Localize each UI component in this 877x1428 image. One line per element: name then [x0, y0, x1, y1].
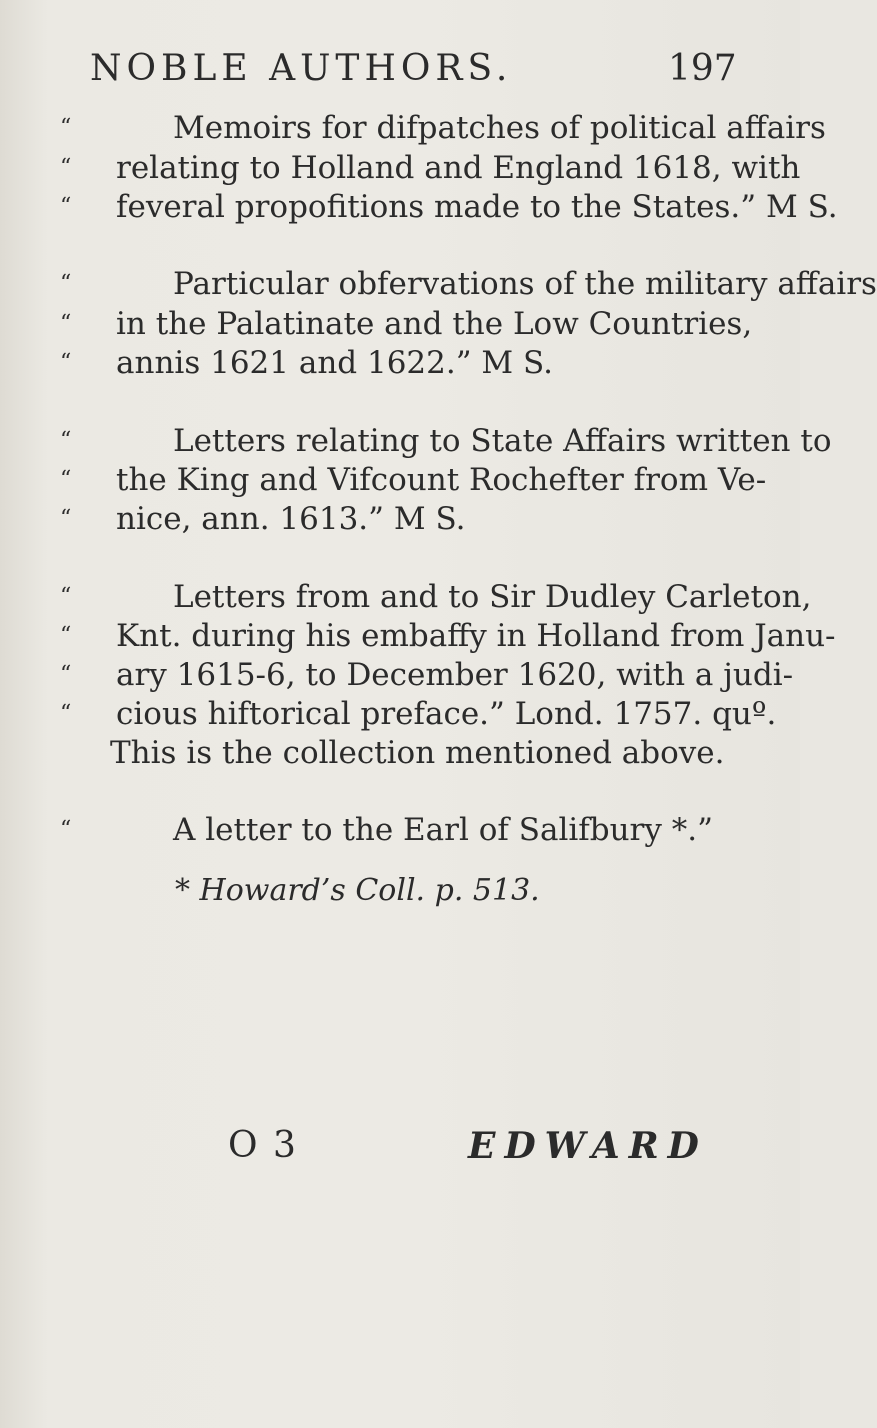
text-line: “ Particular obfervations of the military affairs [60, 266, 877, 302]
page-number: 197 [668, 48, 737, 89]
text-line: “ feveral propofitions made to the States.” M S. [60, 189, 838, 225]
text-line: “ cious hiftorical preface.” Lond. 1757. quº. [60, 696, 777, 732]
signature-mark: O 3 [228, 1125, 298, 1166]
catchword: EDWARD [468, 1125, 708, 1167]
text-line: “ Letters relating to State Affairs written to [60, 423, 832, 459]
running-title: NOBLE AUTHORS. [90, 48, 513, 89]
text-line: “ annis 1621 and 1622.” M S. [60, 345, 554, 381]
footnote: * Howard’s Coll. p. 513. [175, 873, 540, 908]
text-line: “ Letters from and to Sir Dudley Carleton, [60, 579, 812, 615]
text-line: “ the King and Vifcount Rochefter from Ve- [60, 462, 767, 498]
text-line: “ Memoirs for difpatches of political affairs [60, 110, 826, 146]
text-line: This is the collection mentioned above. [110, 735, 725, 771]
text-line: “ Knt. during his embaffy in Holland from Janu- [60, 618, 836, 654]
catchline [0, 1125, 800, 1169]
text-line: “ ary 1615-6, to December 1620, with a judi- [60, 657, 794, 693]
text-line: “ nice, ann. 1613.” M S. [60, 501, 466, 537]
text-line: “ relating to Holland and England 1618, with [60, 150, 801, 186]
text-line: “ A letter to the Earl of Salifbury *.” [60, 812, 713, 848]
text-line: “ in the Palatinate and the Low Countries, [60, 306, 753, 342]
